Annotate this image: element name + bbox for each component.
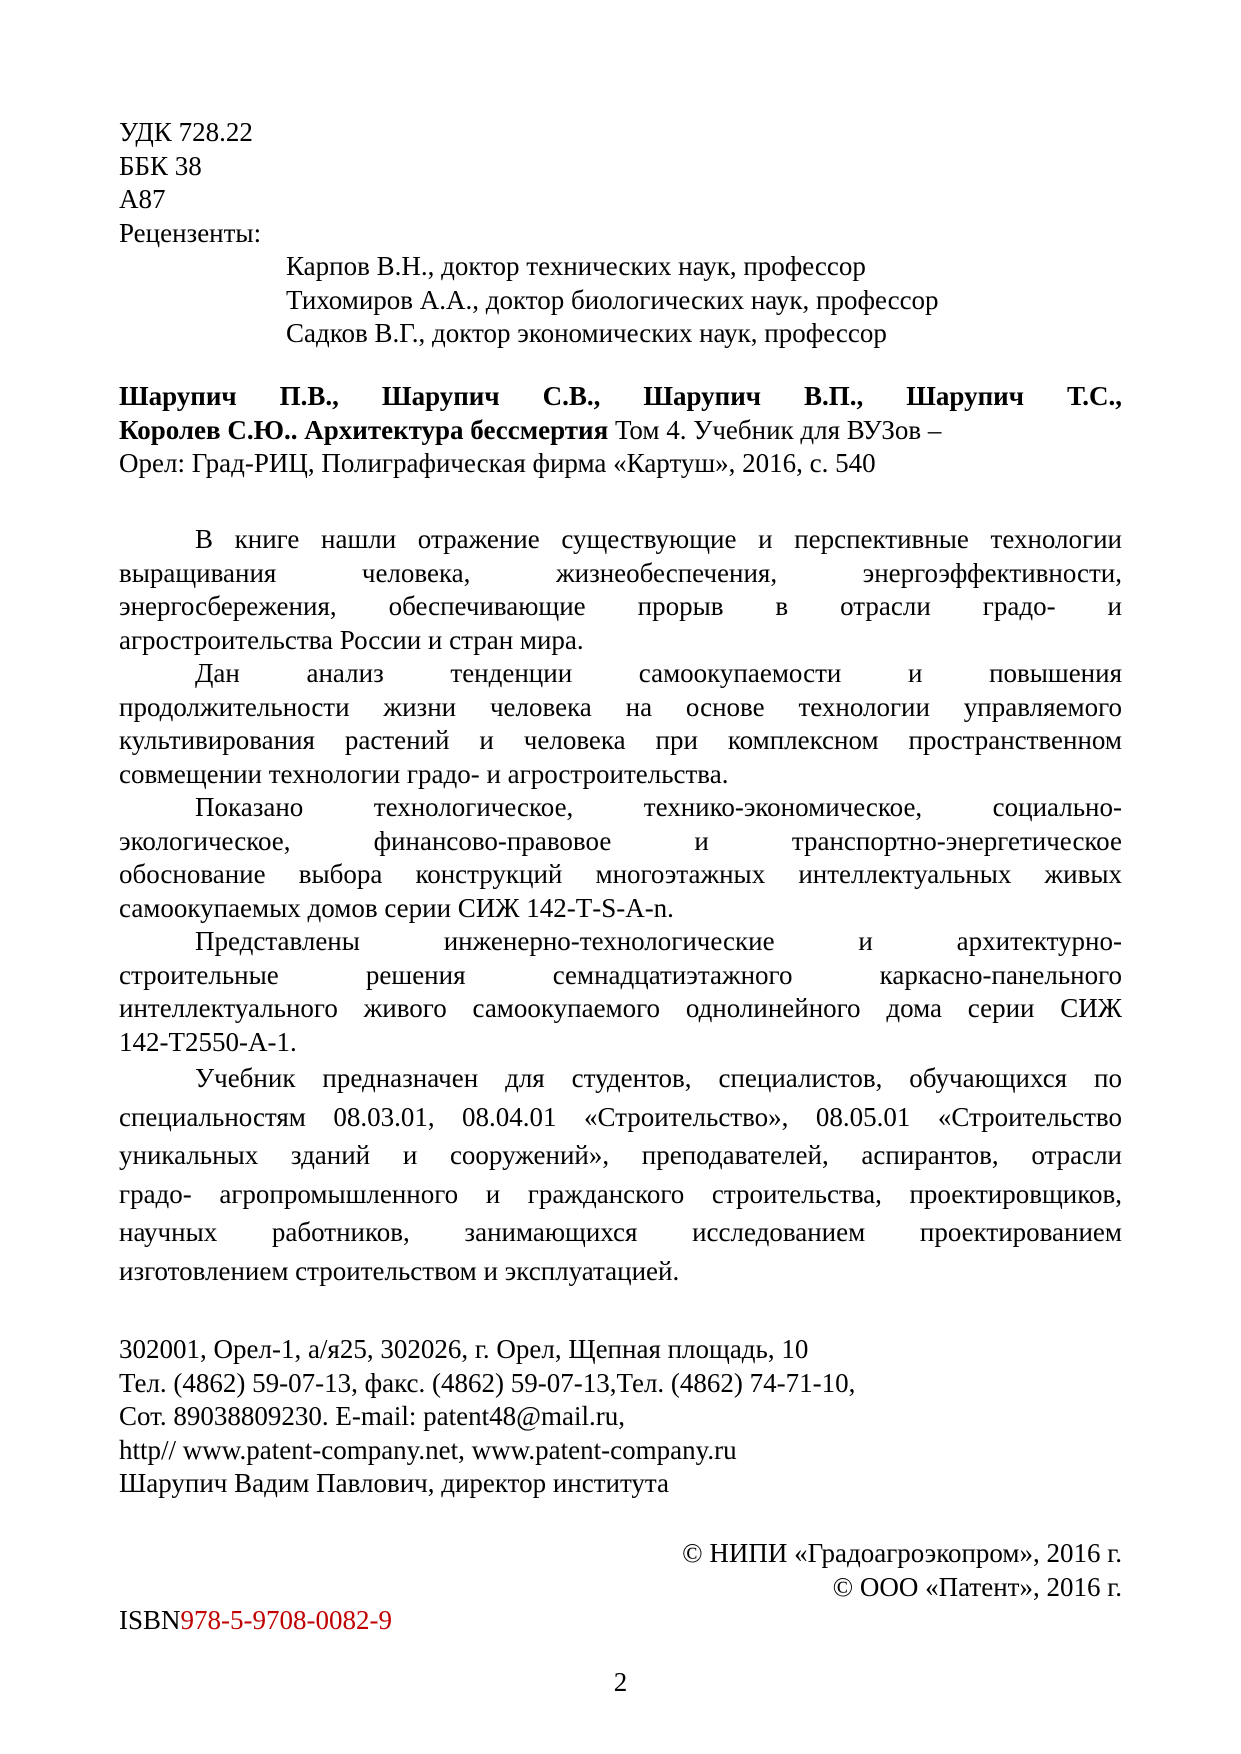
text-line: Учебник предназначен для студентов, специалистов, обучающихся по (195, 1063, 1122, 1093)
bbk-code: ББК 38 (119, 150, 202, 181)
udk-code: УДК 728.22 (119, 117, 253, 147)
copyright-nipi: © НИПИ «Градоагроэкопром», 2016 г. (682, 1538, 1122, 1568)
isbn-line (119, 1604, 1122, 1638)
text-line: изготовлением строительством и эксплуатацией. (119, 1255, 680, 1286)
text-line: продолжительности жизни человека на основе технологии управляемого (119, 691, 1122, 722)
text-line: энергосбережения, обеспечивающие прорыв в отрасли градо- и (119, 591, 1122, 621)
phone-numbers: Тел. (4862) 59-07-13, факс. (4862) 59-07-13,Тел. (4862) 74-71-10, (119, 1367, 856, 1398)
postal-address: 302001, Орел-1, а/я25, 302026, г. Орел, Щепная площадь, 10 (119, 1334, 809, 1364)
publisher-line: Орел: Град-РИЦ, Полиграфическая фирма «Картуш», 2016, с. 540 (119, 448, 876, 478)
classification-block (119, 116, 1122, 351)
text-line: Показано технологическое, технико-экономическое, социально- (195, 792, 1122, 822)
text-line: уникальных зданий и сооружений», преподавателей, аспирантов, отрасли (119, 1140, 1122, 1170)
text-line: самоокупаемых домов серии СИЖ 142-Т-S-A-n. (119, 892, 674, 923)
annotation-paragraph-2 (119, 657, 1122, 791)
volume-info: Том 4. Учебник для ВУЗов – (608, 414, 942, 445)
authors-line-1: Шарупич П.В., Шарупич С.В., Шарупич В.П., Шарупич Т.С., (119, 381, 1122, 411)
text-line: 142-Т2550-А-1. (119, 1026, 297, 1057)
reviewers-title: Рецензенты: (119, 217, 262, 248)
text-line: специальностям 08.03.01, 08.04.01 «Строительство», 08.05.01 «Строительство (119, 1101, 1122, 1132)
annotation-paragraph-5 (119, 1059, 1122, 1290)
text-line: научных работников, занимающихся исследованием проектированием (119, 1217, 1122, 1247)
authors-and-title: Королев С.Ю.. Архитектура бессмертия (119, 414, 609, 445)
isbn-label: ISBN (119, 1605, 181, 1635)
text-line: Представлены инженерно-технологические и архитектурно- (195, 926, 1122, 956)
annotation-paragraph-1 (119, 523, 1122, 657)
text-line: Дан анализ тенденции самоокупаемости и повышения (195, 658, 1122, 688)
text-line: совмещении технологии градо- и агростроительства. (119, 758, 729, 789)
website-links: http// www.patent-company.net, www.patent-company.ru (119, 1434, 737, 1465)
mobile-email: Сот. 89038809230. E-mail: patent48@mail.ru, (119, 1401, 625, 1431)
author-mark: А87 (119, 184, 166, 214)
annotation-paragraph-4 (119, 925, 1122, 1059)
copyright-patent: © ООО «Патент», 2016 г. (832, 1571, 1122, 1602)
text-line: экологическое, финансово-правовое и транспортно-энергетическое (119, 825, 1122, 856)
text-line: выращивания человека, жизнеобеспечения, энергоэффективности, (119, 557, 1122, 588)
annotation (119, 523, 1122, 1290)
bibliographic-description (119, 380, 1122, 481)
text-line: интеллектуального живого самоокупаемого однолинейного дома серии СИЖ (119, 993, 1122, 1023)
annotation-paragraph-3 (119, 791, 1122, 925)
text-line: В книге нашли отражение существующие и перспективные технологии (195, 524, 1122, 554)
reviewer-3: Садков В.Г., доктор экономических наук, профессор (286, 318, 887, 348)
contacts-block (119, 1333, 1122, 1501)
text-line: градо- агропромышленного и гражданского строительства, проектировщиков, (119, 1178, 1122, 1209)
authors-title-line (119, 414, 1122, 448)
text-line: культивирования растений и человека при комплексном пространственном (119, 725, 1122, 755)
reviewer-2: Тихомиров А.А., доктор биологических наук, профессор (286, 284, 939, 315)
text-line: строительные решения семнадцатиэтажного каркасно-панельного (119, 959, 1122, 990)
page-number: 2 (613, 1667, 628, 1697)
reviewer-1: Карпов В.Н., доктор технических наук, профессор (286, 251, 866, 281)
text-line: агростроительства России и стран мира. (119, 624, 584, 655)
director-line: Шарупич Вадим Павлович, директор института (119, 1468, 670, 1498)
isbn-number: 978-5-9708-0082-9 (180, 1605, 392, 1635)
text-line: обоснование выбора конструкций многоэтажных интеллектуальных живых (119, 859, 1122, 889)
copyright-block (682, 1537, 1122, 1604)
